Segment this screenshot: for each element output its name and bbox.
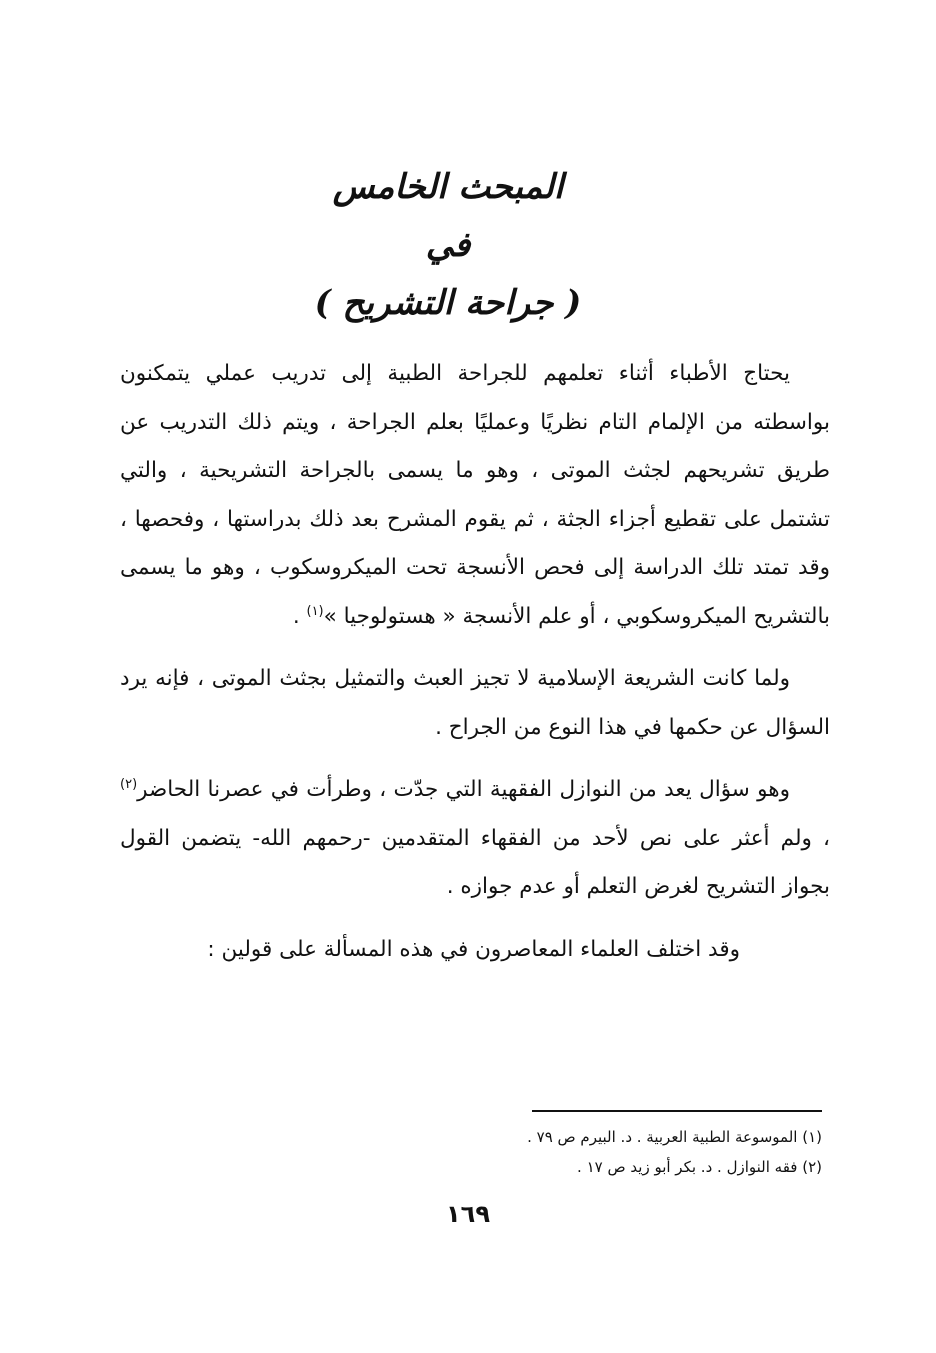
- footnote-1: (١) الموسوعة الطبية العربية . د. البيرم ص ٧٩ .: [527, 1128, 822, 1146]
- heading-line-3: ( جراحة التشريح ): [314, 283, 582, 323]
- paragraph-3-text-b: ، ولم أعثر على نص لأحد من الفقهاء المتقدمين -رحمهم الله- يتضمن القول بجواز التشريح لغرض التعلم أو عدم جوازه .: [120, 825, 830, 899]
- paragraph-1: [120, 350, 830, 641]
- paragraph-3-text-a: وهو سؤال يعد من النوازل الفقهية التي جدّت ، وطرأت في عصرنا الحاضر: [137, 777, 790, 802]
- body-text: [120, 350, 830, 974]
- paragraph-2-text: ولما كانت الشريعة الإسلامية لا تجيز العبث والتمثيل بجثث الموتى ، فإنه يرد السؤال عن حكمها في هذا النوع من الجراح .: [120, 666, 830, 740]
- footnote-ref-1: (١): [306, 603, 324, 619]
- heading-line-1: المبحث الخامس: [332, 167, 564, 207]
- heading-line-2: في: [425, 225, 471, 265]
- paragraph-1-end: .: [292, 603, 307, 629]
- paragraph-1-text: يحتاج الأطباء أثناء تعلمهم للجراحة الطبية إلى تدريب عملي يتمكنون بواسطته من الإلمام التام نظريًا وعمليًا بعلم الجراحة ، ويتم ذلك التدريب عن طريق تشريحهم لجثث الموتى ، وهو ما يسمى بالجراحة التشريحية ، والتي تشتمل على تقطيع أجزاء الجثة ، ثم يقوم المشرح بعد ذلك بدراستها ، وفحصها ، وقد تمتد تلك الدراسة إلى فحص الأنسجة تحت الميكروسكوب ، وهو ما يسمى بالتشريح الميكروسكوبي ، أو علم الأنسجة « هستولوجيا »: [120, 361, 830, 629]
- paragraph-2: [120, 655, 830, 752]
- paragraph-4: [120, 926, 830, 975]
- chapter-heading: [0, 158, 936, 332]
- paragraph-4-text: وقد اختلف العلماء المعاصرون في هذه المسألة على قولين :: [207, 936, 740, 962]
- footnote-2: (٢) فقه النوازل . د. بكر أبو زيد ص ١٧ .: [577, 1158, 822, 1176]
- page-number: ١٦٩: [446, 1200, 490, 1228]
- footnote-separator: [532, 1110, 822, 1112]
- footnotes: [322, 1122, 822, 1182]
- footnote-ref-2: (٢): [120, 776, 138, 792]
- paragraph-3: [120, 766, 830, 912]
